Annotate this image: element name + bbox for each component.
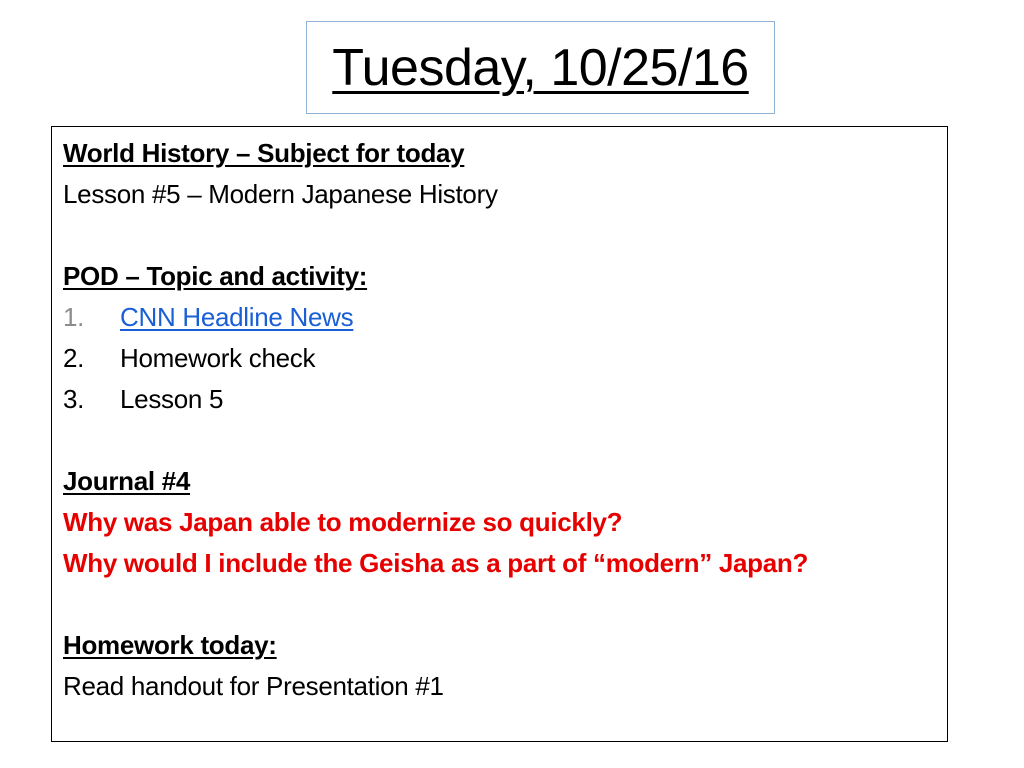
spacer [63,215,947,256]
slide-title-box [306,21,775,114]
homework-text: Read handout for Presentation #1 [63,671,444,701]
activity-item-2 [63,338,947,379]
spacer [63,584,947,625]
activity-label: Lesson 5 [120,384,224,414]
activity-number: 1. [63,302,85,332]
slide-title: Tuesday, 10/25/16 [332,38,749,97]
slide-content-box [51,126,948,742]
activity-label: Homework check [120,343,316,373]
journal-heading: Journal #4 [63,466,191,496]
activity-item-3 [63,379,947,420]
journal-question-1: Why was Japan able to modernize so quickly? [63,507,623,537]
journal-question-2: Why would I include the Geisha as a part of “modern” Japan? [63,548,809,578]
homework-heading: Homework today: [63,630,277,660]
lesson-line: Lesson #5 – Modern Japanese History [63,179,498,209]
subject-heading: World History – Subject for today [63,138,465,168]
pod-heading: POD – Topic and activity: [63,261,368,291]
activity-number: 2. [63,343,85,373]
activity-item-1 [63,297,947,338]
activity-number: 3. [63,384,85,414]
cnn-headline-news-link[interactable]: CNN Headline News [120,302,354,332]
spacer [63,420,947,461]
